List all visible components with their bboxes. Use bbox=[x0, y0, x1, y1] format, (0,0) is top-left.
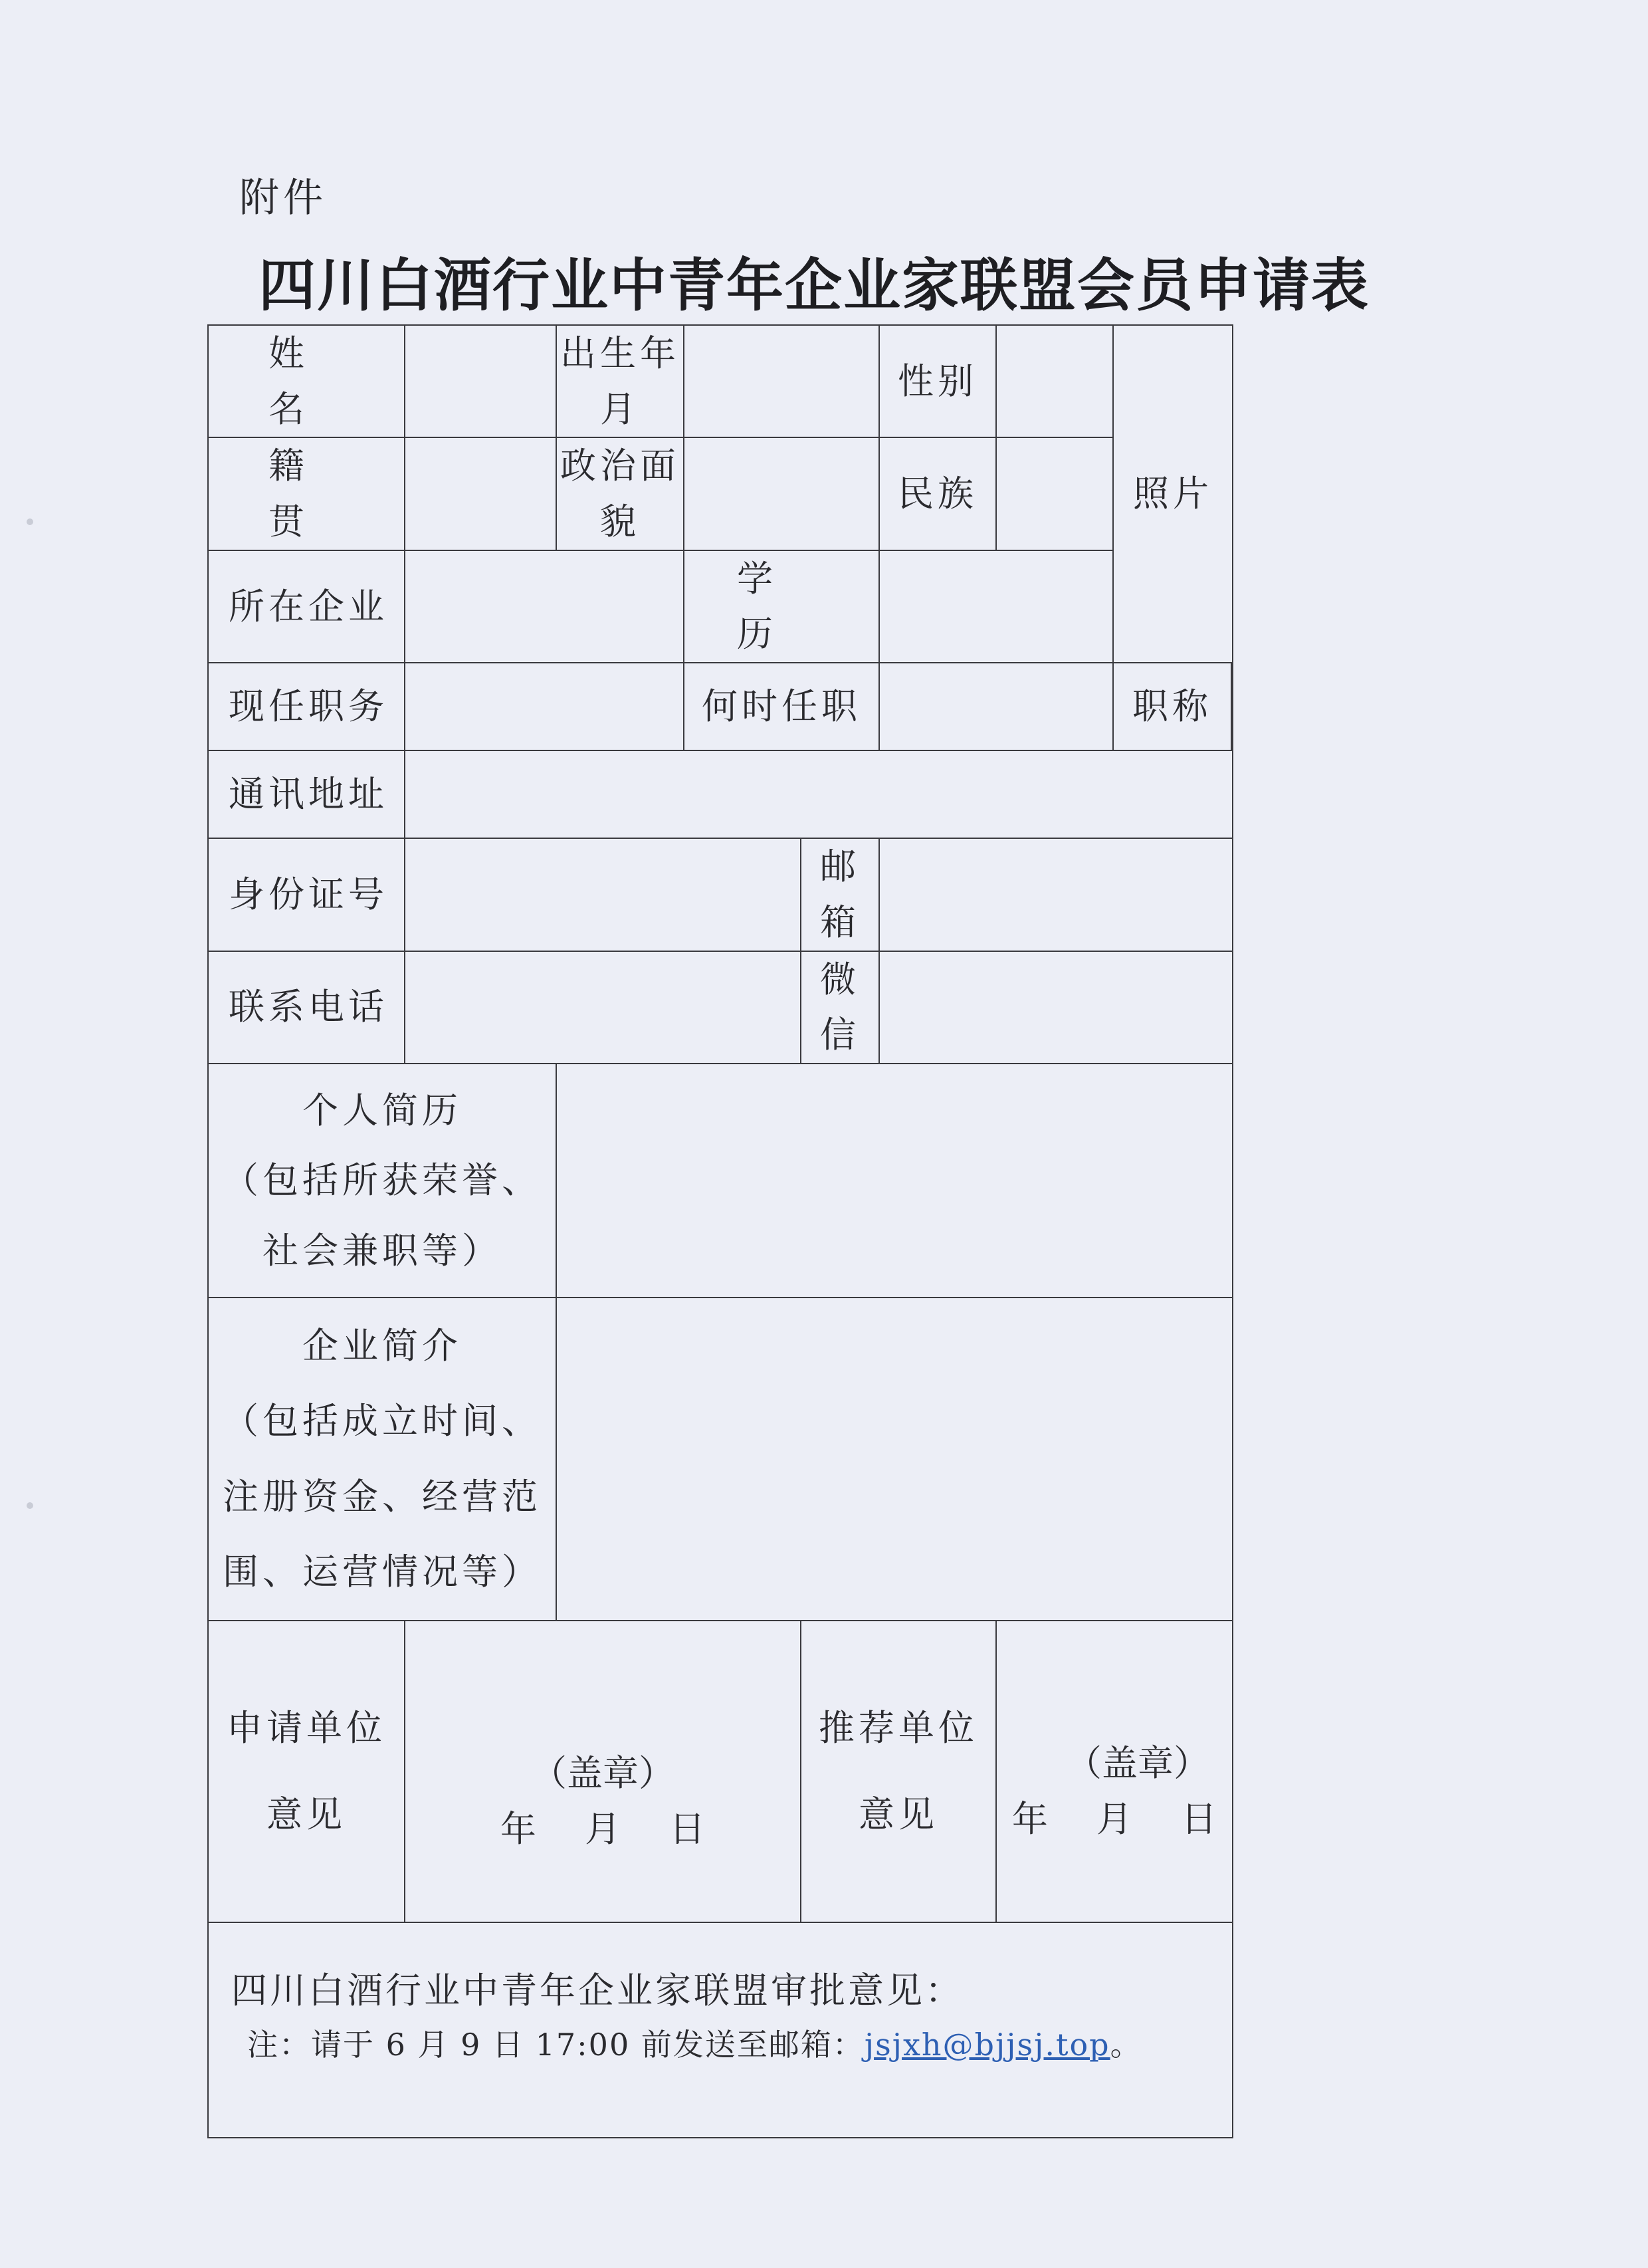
label-education: 学 历 bbox=[684, 550, 879, 663]
label-approval: 四川白酒行业中青年企业家联盟审批意见： bbox=[231, 1969, 964, 2011]
resume-note-line: 社会兼职等） bbox=[262, 1229, 502, 1272]
field-position[interactable] bbox=[405, 663, 684, 750]
field-native[interactable] bbox=[405, 437, 556, 550]
recommend-unit-line: 推荐单位 bbox=[819, 1707, 978, 1750]
submission-note bbox=[247, 2021, 1142, 2065]
note-prefix: 注：请于 6 月 9 日 17:00 前发送至邮箱： bbox=[247, 2027, 865, 2063]
label-since: 何时任职 bbox=[684, 663, 879, 750]
seal-text: （盖章） bbox=[531, 1752, 674, 1795]
jobtitle-cell bbox=[1113, 663, 1233, 750]
intro-note-line: （包括成立时间、 bbox=[223, 1400, 542, 1442]
field-gender[interactable] bbox=[996, 325, 1113, 437]
label-position: 现任职务 bbox=[208, 663, 405, 750]
field-apply-unit-opinion[interactable] bbox=[405, 1621, 801, 1922]
label-gender: 性别 bbox=[879, 325, 996, 437]
label-phone: 联系电话 bbox=[208, 951, 405, 1064]
form-row-basic-1 bbox=[208, 325, 1233, 437]
form-row-contact bbox=[208, 951, 1233, 1064]
resume-title: 个人简历 bbox=[302, 1089, 462, 1131]
label-birth: 出生年月 bbox=[556, 325, 684, 437]
label-political: 政治面貌 bbox=[556, 437, 684, 550]
label-native: 籍 贯 bbox=[208, 437, 405, 550]
seal-text: （盖章） bbox=[1066, 1742, 1210, 1785]
intro-note-line: 围、运营情况等） bbox=[223, 1551, 542, 1593]
label-name: 姓 名 bbox=[208, 325, 405, 437]
form-row-basic-2 bbox=[208, 437, 1233, 550]
attachment-label: 附件 bbox=[239, 175, 327, 221]
form-row-address bbox=[208, 750, 1233, 838]
application-form-table bbox=[207, 324, 1233, 2138]
label-resume bbox=[208, 1064, 556, 1298]
field-recommend-unit-opinion[interactable] bbox=[996, 1621, 1233, 1922]
form-row-id bbox=[208, 838, 1233, 951]
intro-title: 企业简介 bbox=[302, 1325, 462, 1367]
date-text: 年 月 日 bbox=[1011, 1797, 1217, 1840]
label-recommend-unit-opinion bbox=[801, 1621, 996, 1922]
label-ethnicity: 民族 bbox=[879, 437, 996, 550]
apply-unit-line: 意见 bbox=[266, 1793, 346, 1835]
field-name[interactable] bbox=[405, 325, 556, 437]
label-email: 邮箱 bbox=[801, 838, 879, 951]
field-wechat[interactable] bbox=[879, 951, 1233, 1064]
field-phone[interactable] bbox=[405, 951, 801, 1064]
field-email[interactable] bbox=[879, 838, 1233, 951]
label-address: 通讯地址 bbox=[208, 750, 405, 838]
form-row-company-intro bbox=[208, 1298, 1233, 1621]
form-row-opinions bbox=[208, 1621, 1233, 1922]
field-birth[interactable] bbox=[684, 325, 879, 437]
label-company: 所在企业 bbox=[208, 550, 405, 663]
note-email-link[interactable]: jsjxh@bjjsj.top bbox=[864, 2027, 1110, 2063]
resume-note-line: （包括所获荣誉、 bbox=[223, 1159, 542, 1202]
field-since[interactable] bbox=[879, 663, 1113, 750]
field-company[interactable] bbox=[405, 550, 684, 663]
label-apply-unit-opinion bbox=[208, 1621, 405, 1922]
punch-hole-mark bbox=[27, 1502, 33, 1509]
date-text: 年 月 日 bbox=[500, 1807, 706, 1850]
punch-hole-mark bbox=[27, 518, 33, 525]
field-address[interactable] bbox=[405, 750, 1233, 838]
field-id-number[interactable] bbox=[405, 838, 801, 951]
field-education[interactable] bbox=[879, 550, 1113, 663]
field-company-intro[interactable] bbox=[556, 1298, 1233, 1621]
note-suffix: 。 bbox=[1110, 2027, 1142, 2063]
label-id-number: 身份证号 bbox=[208, 838, 405, 951]
field-resume[interactable] bbox=[556, 1064, 1233, 1298]
label-wechat: 微信 bbox=[801, 951, 879, 1064]
apply-unit-line: 申请单位 bbox=[227, 1707, 386, 1750]
form-title: 四川白酒行业中青年企业家联盟会员申请表 bbox=[258, 252, 1370, 319]
label-company-intro bbox=[208, 1298, 556, 1621]
intro-note-line: 注册资金、经营范 bbox=[223, 1475, 542, 1518]
form-row-position bbox=[208, 663, 1233, 750]
field-ethnicity[interactable] bbox=[996, 437, 1113, 550]
photo-box[interactable]: 照片 bbox=[1113, 325, 1233, 663]
field-political[interactable] bbox=[684, 437, 879, 550]
recommend-unit-line: 意见 bbox=[859, 1793, 938, 1835]
form-row-resume bbox=[208, 1064, 1233, 1298]
label-job-title: 职称 bbox=[1114, 663, 1232, 750]
form-row-company bbox=[208, 550, 1233, 663]
